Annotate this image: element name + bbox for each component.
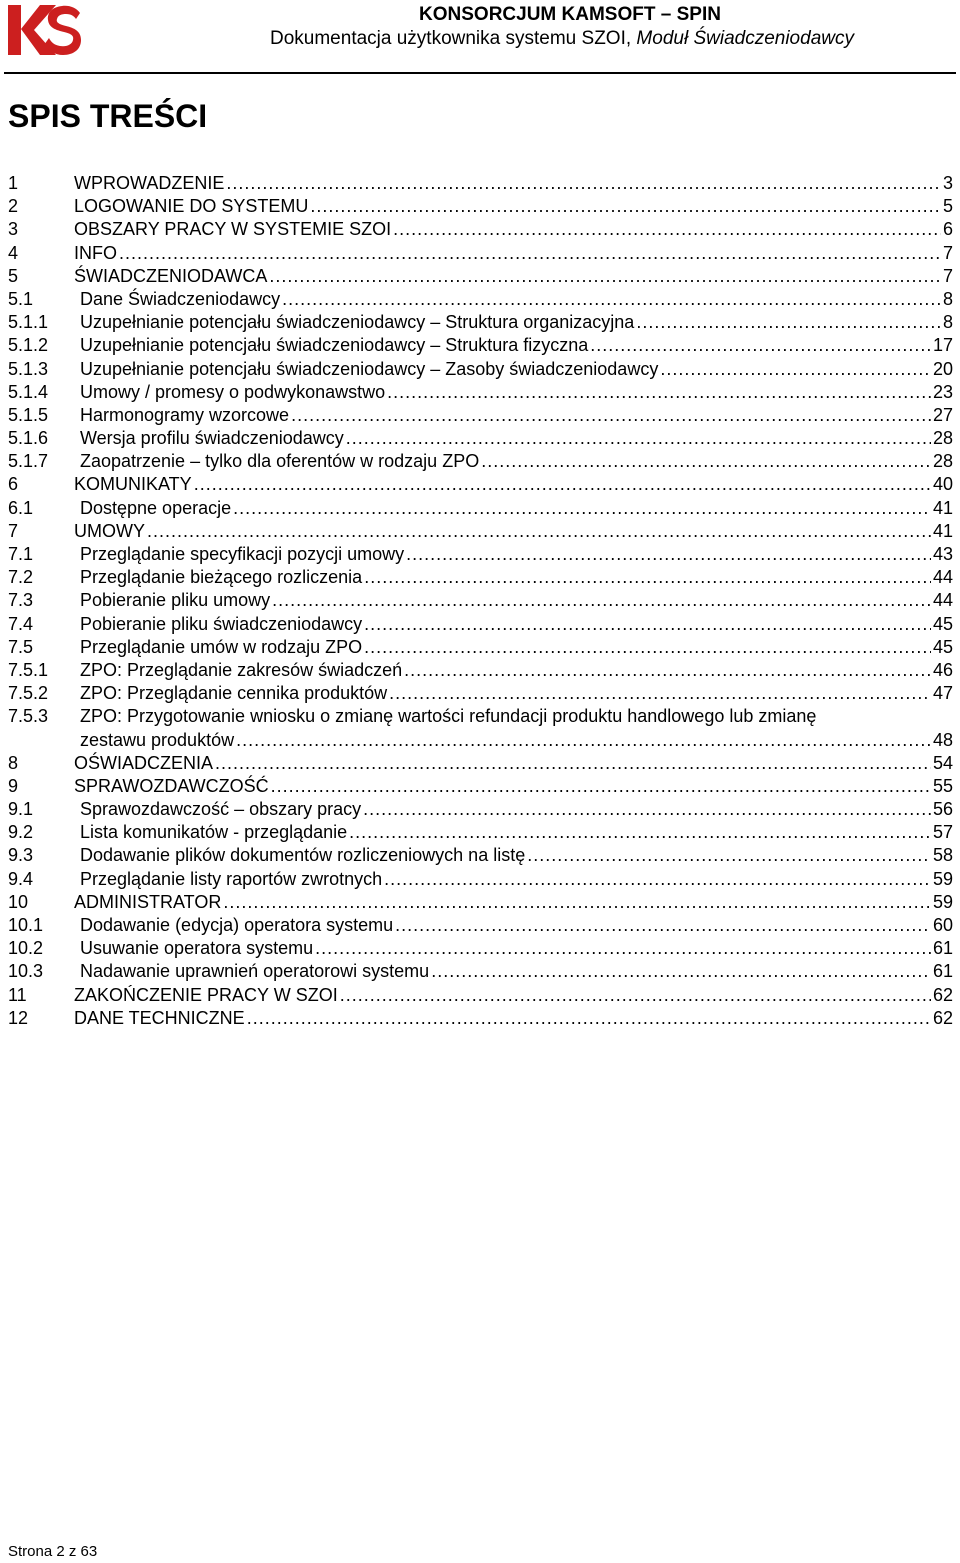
- toc-entry-number: 12: [8, 1007, 29, 1028]
- toc-entry-page: 8: [942, 288, 953, 309]
- toc-entry[interactable]: [8, 473, 953, 496]
- toc-entry-number: 5.1.6: [8, 428, 49, 449]
- toc-leader-dots: [147, 520, 931, 543]
- toc-entry[interactable]: [8, 984, 953, 1007]
- toc-entry-number: 10.3: [8, 961, 44, 982]
- toc-entry[interactable]: [8, 450, 953, 473]
- toc-entry-page: 20: [932, 358, 953, 379]
- toc-entry-page: 59: [932, 891, 953, 912]
- toc-title: SPIS TREŚCI: [8, 98, 208, 134]
- toc-leader-dots: [291, 404, 931, 427]
- toc-entry-page: 61: [932, 961, 953, 982]
- toc-leader-dots: [660, 358, 931, 381]
- toc-entry-label: OBSZARY PRACY W SYSTEMIE SZOI: [74, 219, 392, 240]
- toc-entry-label: Uzupełnianie potencjału świadczeniodawcy – Struktura organizacyjna: [80, 312, 635, 333]
- toc-entry[interactable]: [8, 775, 953, 798]
- toc-entry-page: 45: [932, 613, 953, 634]
- toc-entry-page: 5: [942, 196, 953, 217]
- toc-entry-page: 23: [932, 381, 953, 402]
- subtitle-module: Moduł Świadczeniodawcy: [636, 28, 854, 49]
- toc-entry-label: Nadawanie uprawnień operatorowi systemu: [80, 961, 430, 982]
- toc-entry-number: 1: [8, 173, 19, 193]
- toc-entry-number: 7.5.3: [8, 706, 49, 727]
- toc-entry[interactable]: [8, 960, 953, 983]
- toc-leader-dots: [636, 311, 941, 334]
- toc-entry-number: 5.1.1: [8, 312, 49, 333]
- toc-entry[interactable]: [8, 798, 953, 821]
- toc-entry-label: ŚWIADCZENIODAWCA: [74, 265, 268, 286]
- toc-entry-label: UMOWY: [74, 520, 145, 541]
- toc-leader-dots: [387, 381, 931, 404]
- toc-leader-dots: [349, 821, 931, 844]
- toc-leader-dots: [315, 937, 931, 960]
- toc-entry-label: Dostępne operacje: [80, 497, 232, 518]
- toc-entry[interactable]: [8, 427, 953, 450]
- toc-entry-label: Uzupełnianie potencjału świadczeniodawcy – Struktura fizyczna: [80, 335, 589, 356]
- toc-leader-dots: [282, 288, 941, 311]
- toc-entry-number: 4: [8, 242, 19, 263]
- toc-entry-page: 3: [942, 173, 953, 193]
- toc-entry[interactable]: [8, 659, 953, 682]
- toc-entry-label: Przeglądanie bieżącego rozliczenia: [80, 567, 363, 588]
- toc-entry[interactable]: [8, 589, 953, 612]
- toc-entry-number: 3: [8, 219, 19, 240]
- toc-entry[interactable]: [8, 844, 953, 867]
- toc-entry[interactable]: [8, 566, 953, 589]
- toc-entry-number: 7.3: [8, 590, 34, 611]
- ks-logo: [6, 3, 82, 57]
- toc-entry-label: Przeglądanie specyfikacji pozycji umowy: [80, 544, 405, 564]
- toc-entry-number: 9.1: [8, 799, 34, 820]
- toc-entry[interactable]: [8, 682, 953, 705]
- toc-entry[interactable]: [8, 937, 953, 960]
- page-footer: Strona 2 z 63: [8, 1543, 98, 1560]
- toc-entry[interactable]: [8, 288, 953, 311]
- toc-entry-number: 9: [8, 775, 19, 796]
- toc-entry-number: 7.5.1: [8, 659, 49, 680]
- toc-entry-page: 6: [942, 219, 953, 240]
- toc-entry[interactable]: [8, 752, 953, 775]
- toc-entry[interactable]: [8, 891, 953, 914]
- toc-leader-dots: [364, 636, 931, 659]
- toc-entry[interactable]: [8, 543, 953, 566]
- toc-leader-dots: [364, 613, 931, 636]
- toc-entry-page: 44: [932, 567, 953, 588]
- toc-entry-label: ADMINISTRATOR: [74, 891, 222, 912]
- toc-entry-label: KOMUNIKATY: [74, 474, 192, 495]
- toc-entry-number: 5.1.5: [8, 404, 49, 425]
- toc-entry-label: LOGOWANIE DO SYSTEMU: [74, 196, 309, 217]
- toc-entry-label: Zaopatrzenie – tylko dla oferentów w rodzaju ZPO: [80, 451, 480, 472]
- toc-entry-number: 6: [8, 474, 19, 495]
- toc-entry-label: Dodawanie (edycja) operatora systemu: [80, 915, 394, 935]
- toc-leader-dots: [310, 195, 941, 218]
- toc-leader-dots: [271, 775, 931, 798]
- toc-entry[interactable]: [8, 613, 953, 636]
- toc-entry-label: ZPO: Przeglądanie cennika produktów: [80, 683, 388, 704]
- toc-leader-dots: [226, 172, 941, 195]
- toc-leader-dots: [395, 914, 931, 937]
- toc-entry-page: 41: [932, 497, 953, 518]
- toc-entry-page: 40: [932, 474, 953, 495]
- page-header: [0, 0, 960, 76]
- toc-entry-continuation[interactable]: [8, 729, 953, 752]
- toc-entry-label: Uzupełnianie potencjału świadczeniodawcy – Zasoby świadczeniodawcy: [80, 358, 659, 379]
- toc-entry-number: 5.1: [8, 288, 34, 309]
- toc-entry[interactable]: [8, 218, 953, 241]
- toc-entry-number: 8: [8, 752, 19, 773]
- toc-entry-number: 5.1.3: [8, 358, 49, 379]
- toc-entry-page: 17: [932, 335, 953, 356]
- toc-entry-label: WPROWADZENIE: [74, 173, 225, 193]
- toc-entry-label: Przeglądanie listy raportów zwrotnych: [80, 868, 383, 889]
- toc-entry[interactable]: [8, 868, 953, 891]
- toc-leader-dots: [236, 729, 931, 752]
- toc-leader-dots: [393, 218, 941, 241]
- toc-leader-dots: [247, 1007, 931, 1030]
- toc-entry[interactable]: [8, 1007, 953, 1030]
- table-of-contents: [8, 172, 953, 1030]
- toc-entry[interactable]: [8, 242, 953, 265]
- toc-entry-page: 7: [942, 242, 953, 263]
- toc-entry-page: 57: [932, 822, 953, 843]
- toc-leader-dots: [527, 844, 931, 867]
- toc-leader-dots: [364, 566, 931, 589]
- toc-entry-page: 47: [932, 683, 953, 704]
- toc-leader-dots: [340, 984, 931, 1007]
- toc-entry-number: 10.2: [8, 938, 44, 959]
- toc-entry-page: 41: [932, 520, 953, 541]
- toc-entry-label: ZPO: Przygotowanie wniosku o zmianę wartości refundacji produktu handlowego lub zmianę: [80, 706, 817, 727]
- toc-entry-label: OŚWIADCZENIA: [74, 752, 214, 773]
- toc-entry-page: 8: [942, 312, 953, 333]
- toc-entry-page: 59: [932, 868, 953, 889]
- toc-entry-number: 7.4: [8, 613, 34, 634]
- toc-entry-label: Umowy / promesy o podwykonawstwo: [80, 381, 386, 402]
- toc-leader-dots: [384, 868, 931, 891]
- toc-entry[interactable]: [8, 381, 953, 404]
- toc-leader-dots: [194, 473, 931, 496]
- toc-entry-label: Sprawozdawczość – obszary pracy: [80, 799, 362, 820]
- toc-entry-number: 7.2: [8, 567, 34, 588]
- toc-entry-number: 7.5.2: [8, 683, 49, 704]
- toc-entry-page: 7: [942, 265, 953, 286]
- toc-entry-page: 54: [932, 752, 953, 773]
- toc-entry-label: Przeglądanie umów w rodzaju ZPO: [80, 636, 363, 657]
- toc-entry-page: 60: [932, 915, 953, 935]
- toc-entry-page: 28: [932, 451, 953, 472]
- toc-entry-label: Dodawanie plików dokumentów rozliczeniowych na listę: [80, 845, 526, 866]
- toc-leader-dots: [363, 798, 931, 821]
- toc-entry[interactable]: [8, 705, 953, 728]
- toc-entry[interactable]: [8, 265, 953, 288]
- toc-entry-page: 58: [932, 845, 953, 866]
- toc-entry[interactable]: [8, 404, 953, 427]
- toc-entry-page: 48: [932, 729, 953, 750]
- toc-entry[interactable]: [8, 195, 953, 218]
- toc-entry-page: 62: [932, 984, 953, 1005]
- toc-entry-label: Harmonogramy wzorcowe: [80, 404, 290, 425]
- toc-entry-number: 7.5: [8, 636, 34, 657]
- header-divider: [4, 72, 956, 74]
- toc-leader-dots: [223, 891, 931, 914]
- toc-entry-page: 27: [932, 404, 953, 425]
- toc-entry-label: SPRAWOZDAWCZOŚĆ: [74, 775, 269, 796]
- toc-entry-number: 7: [8, 520, 19, 541]
- toc-entry-page: 62: [932, 1007, 953, 1028]
- toc-entry-number: 7.1: [8, 544, 34, 564]
- toc-entry-label: Wersja profilu świadczeniodawcy: [80, 428, 344, 449]
- toc-entry[interactable]: [8, 497, 953, 520]
- toc-leader-dots: [431, 960, 931, 983]
- toc-entry-label: DANE TECHNICZNE: [74, 1007, 245, 1028]
- toc-entry-label: Usuwanie operatora systemu: [80, 938, 314, 959]
- toc-leader-dots: [404, 659, 931, 682]
- toc-entry-number: 2: [8, 196, 19, 217]
- toc-entry-page: 46: [932, 659, 953, 680]
- toc-leader-dots: [406, 543, 931, 566]
- toc-entry-label: zestawu produktów: [80, 729, 235, 750]
- toc-entry[interactable]: [8, 358, 953, 381]
- toc-entry-page: 61: [932, 938, 953, 959]
- toc-entry-number: 5: [8, 265, 19, 286]
- toc-leader-dots: [215, 752, 931, 775]
- toc-entry-label: Pobieranie pliku umowy: [80, 590, 271, 611]
- toc-entry-number: 5.1.7: [8, 451, 49, 472]
- toc-entry-page: 56: [932, 799, 953, 820]
- toc-entry-label: ZPO: Przeglądanie zakresów świadczeń: [80, 659, 403, 680]
- toc-entry[interactable]: [8, 821, 953, 844]
- toc-entry[interactable]: [8, 520, 953, 543]
- toc-leader-dots: [590, 334, 931, 357]
- toc-entry-number: 9.2: [8, 822, 34, 843]
- toc-leader-dots: [481, 450, 931, 473]
- toc-entry-label: Pobieranie pliku świadczeniodawcy: [80, 613, 363, 634]
- toc-entry-page: 43: [932, 544, 953, 564]
- toc-entry-label: ZAKOŃCZENIE PRACY W SZOI: [74, 984, 338, 1005]
- toc-entry-number: 11: [8, 984, 27, 1005]
- toc-entry-number: 5.1.2: [8, 335, 49, 356]
- toc-entry-label: Lista komunikatów - przeglądanie: [80, 822, 348, 843]
- toc-entry[interactable]: [8, 172, 953, 195]
- toc-leader-dots: [233, 497, 931, 520]
- company-name: KONSORCJUM KAMSOFT – SPIN: [419, 4, 721, 25]
- toc-entry-page: 45: [932, 636, 953, 657]
- toc-entry[interactable]: [8, 636, 953, 659]
- toc-entry[interactable]: [8, 914, 953, 937]
- toc-entry-number: 9.4: [8, 868, 34, 889]
- subtitle-main: Dokumentacja użytkownika systemu SZOI,: [270, 28, 637, 49]
- toc-entry[interactable]: [8, 311, 953, 334]
- toc-entry-number: 10.1: [8, 915, 44, 935]
- toc-leader-dots: [346, 427, 931, 450]
- toc-entry-number: 5.1.4: [8, 381, 49, 402]
- toc-entry-page: 28: [932, 428, 953, 449]
- document-subtitle: [172, 28, 952, 50]
- toc-leader-dots: [389, 682, 931, 705]
- toc-leader-dots: [272, 589, 931, 612]
- toc-entry-label: Dane Świadczeniodawcy: [80, 288, 281, 309]
- toc-entry-page: 55: [932, 775, 953, 796]
- toc-entry-number: 10: [8, 891, 29, 912]
- toc-entry[interactable]: [8, 334, 953, 357]
- toc-entry-number: 6.1: [8, 497, 34, 518]
- toc-entry-page: 44: [932, 590, 953, 611]
- toc-leader-dots: [119, 242, 941, 265]
- toc-entry-label: INFO: [74, 242, 117, 263]
- toc-entry-number: 9.3: [8, 845, 34, 866]
- toc-leader-dots: [269, 265, 941, 288]
